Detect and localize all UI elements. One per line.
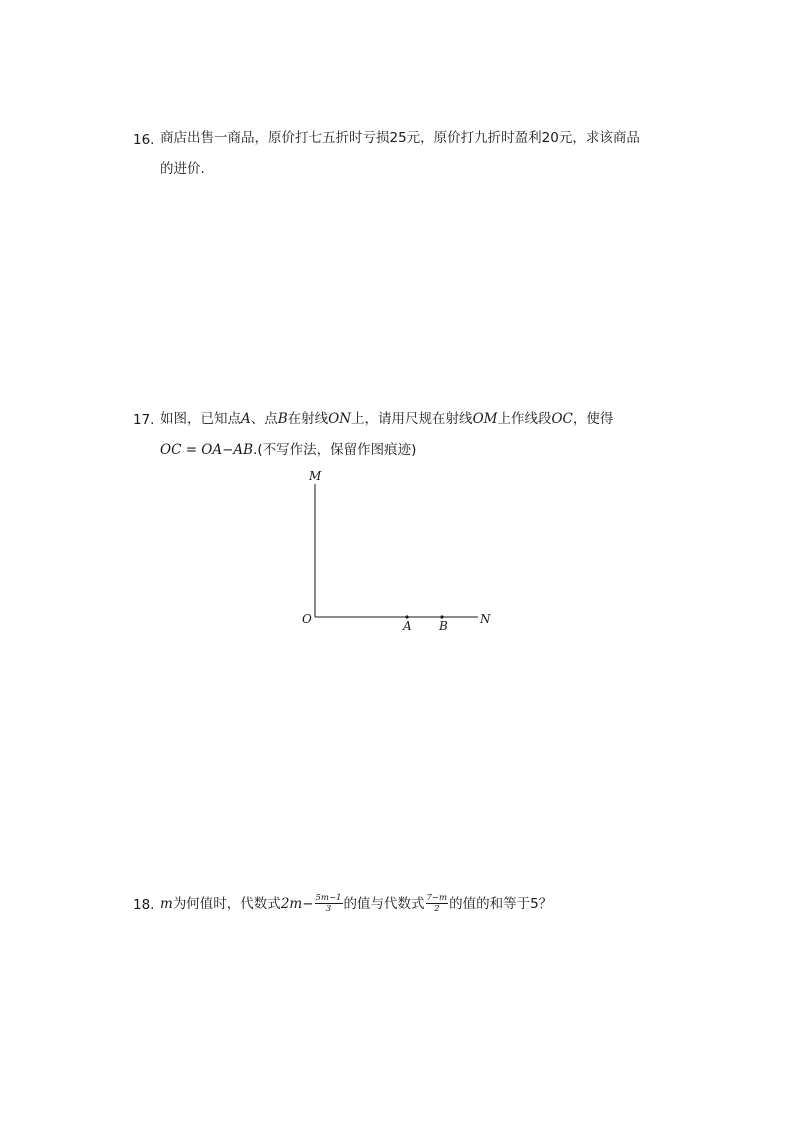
label-O: O xyxy=(302,612,312,626)
q18-fraction-1-numerator: 5m−1 xyxy=(315,892,342,903)
question-18-line-1: m为何值时，代数式2m− $\frac{5m-1}{3}$ 的值与代数式 $\frac{7-m}{2}$ 的值的和等于5？ xyxy=(160,892,553,914)
q17-ray-ON: ON xyxy=(328,411,352,427)
question-16-number: 16. xyxy=(133,132,155,148)
q17-equation: OC = OA−AB xyxy=(160,442,254,458)
q18-fraction-2-denominator: 2 xyxy=(434,903,440,914)
q18-text-a: 为何值时，代数式 xyxy=(172,896,281,912)
question-18-number: 18. xyxy=(133,897,155,913)
q17-segment-OC: OC xyxy=(551,411,573,427)
label-B: B xyxy=(439,619,448,633)
question-17-number: 17. xyxy=(133,412,155,428)
label-A: A xyxy=(403,619,412,633)
label-N: N xyxy=(480,612,491,626)
q17-text-d: 上，请用尺规在射线 xyxy=(351,411,473,427)
question-17-line-2 xyxy=(160,441,416,459)
q18-fraction-1 xyxy=(315,893,343,914)
q18-variable-m: m xyxy=(160,896,173,912)
q17-point-B: B xyxy=(277,411,288,427)
label-M: M xyxy=(309,469,322,483)
q17-instruction: .(不写作法，保留作图痕迹) xyxy=(253,442,417,458)
q17-text-e: 上作线段 xyxy=(497,411,552,427)
q17-text-c: 在射线 xyxy=(287,411,329,427)
q17-point-A: A xyxy=(241,411,251,427)
question-16-line-2: 的进价. xyxy=(160,161,205,177)
q17-text-f: ，使得 xyxy=(572,411,614,427)
question-16-line-1: 商店出售一商品，原价打七五折时亏损25元，原价打九折时盈利20元，求该商品 xyxy=(160,130,640,146)
q18-fraction-2-numerator: 7−m xyxy=(426,892,448,903)
q18-text-c: 的值的和等于5？ xyxy=(449,896,553,912)
q17-text-a: 如图，已知点 xyxy=(160,411,241,427)
q18-fraction-2 xyxy=(426,893,449,914)
q17-ray-OM: OM xyxy=(472,411,498,427)
q17-text-b: 、点 xyxy=(250,411,278,427)
q18-text-b: 的值与代数式 xyxy=(343,896,425,912)
q17-geometry-figure xyxy=(290,462,500,637)
q18-expr-2m: 2m xyxy=(280,896,303,912)
question-17-line-1 xyxy=(160,410,613,428)
q18-fraction-1-denominator: 3 xyxy=(325,903,332,914)
